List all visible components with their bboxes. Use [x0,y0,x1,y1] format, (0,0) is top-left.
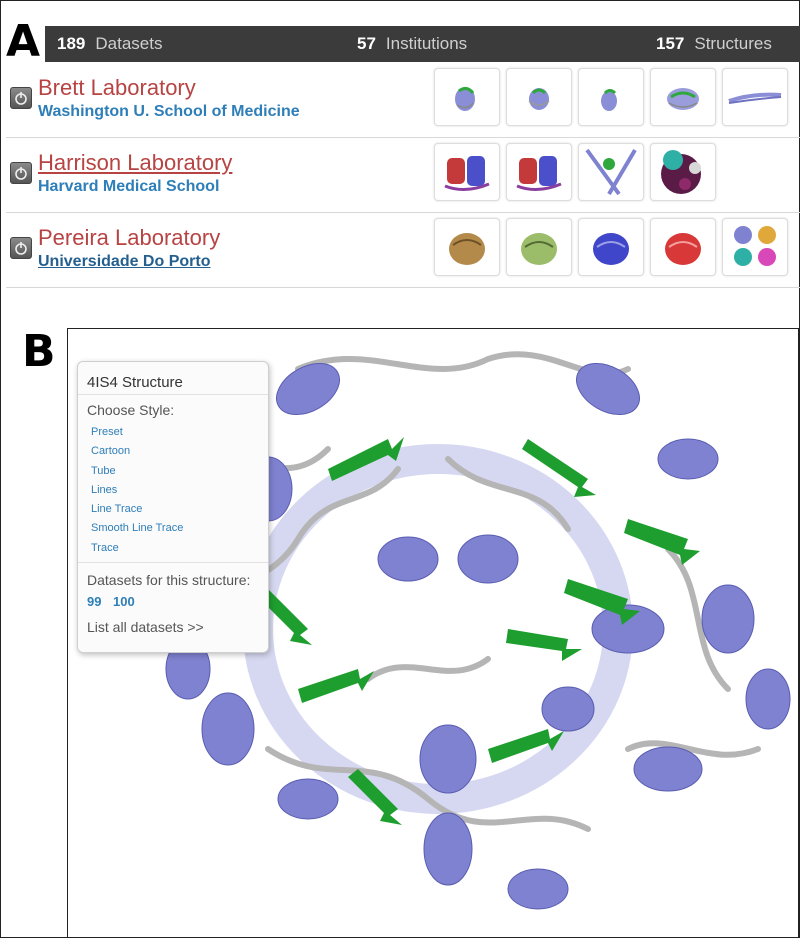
style-option-smooth-line-trace[interactable]: Smooth Line Trace [91,522,184,534]
stat-structures[interactable] [656,34,772,54]
lab-name-link[interactable]: Harrison Laboratory [38,150,233,175]
divider [78,394,268,395]
institution-link[interactable]: Harvard Medical School [38,178,220,195]
structure-thumbnail[interactable] [434,218,500,276]
institution-link[interactable]: Washington U. School of Medicine [38,103,300,120]
list-all-datasets-link[interactable]: List all datasets >> [87,619,204,635]
stat-count: 57 [357,34,376,53]
institution-link[interactable]: Universidade Do Porto [38,253,211,270]
structure-thumbnail[interactable] [578,218,644,276]
lab-name-link[interactable]: Pereira Laboratory [38,225,221,250]
stat-count: 189 [57,34,86,53]
structure-thumbnail[interactable] [578,143,644,201]
structure-thumbnail[interactable] [578,68,644,126]
power-icon[interactable] [10,87,32,109]
choose-style-label: Choose Style: [87,402,175,418]
structure-thumbnail[interactable] [722,68,788,126]
structure-thumbnail[interactable] [434,143,500,201]
dataset-link[interactable]: 99 [87,594,102,609]
stat-label: Datasets [95,34,163,53]
style-option-preset[interactable]: Preset [91,426,123,438]
style-option-tube[interactable]: Tube [91,465,116,477]
lab-name-link[interactable]: Brett Laboratory [38,75,196,100]
structure-thumbnail[interactable] [722,218,788,276]
divider [78,562,268,563]
structure-thumbnail[interactable] [506,143,572,201]
popup-title: 4IS4 Structure [87,374,183,391]
panel-b-label: B [22,326,56,377]
style-option-lines[interactable]: Lines [91,484,118,496]
stat-datasets[interactable] [57,34,162,54]
structure-thumbnail[interactable] [434,68,500,126]
structure-thumbnail[interactable] [650,143,716,201]
stat-label: Structures [694,34,772,53]
dataset-link[interactable]: 100 [113,594,135,609]
style-option-line-trace[interactable]: Line Trace [91,503,143,515]
panel-a-label: A [6,16,41,67]
stats-bar [45,26,800,62]
lab-row-harrison [6,138,800,213]
style-option-trace[interactable]: Trace [91,542,119,554]
lab-row-brett [6,63,800,138]
structure-thumbnail[interactable] [506,68,572,126]
power-icon[interactable] [10,237,32,259]
datasets-label: Datasets for this structure: [87,572,251,588]
structure-thumbnail[interactable] [650,218,716,276]
stat-count: 157 [656,34,685,53]
style-option-cartoon[interactable]: Cartoon [91,445,131,457]
stat-institutions[interactable] [357,34,467,54]
structure-thumbnail[interactable] [650,68,716,126]
lab-row-pereira [6,213,800,288]
structure-info-popup [77,361,269,653]
power-icon[interactable] [10,162,32,184]
structure-thumbnail[interactable] [506,218,572,276]
stat-label: Institutions [385,34,468,53]
